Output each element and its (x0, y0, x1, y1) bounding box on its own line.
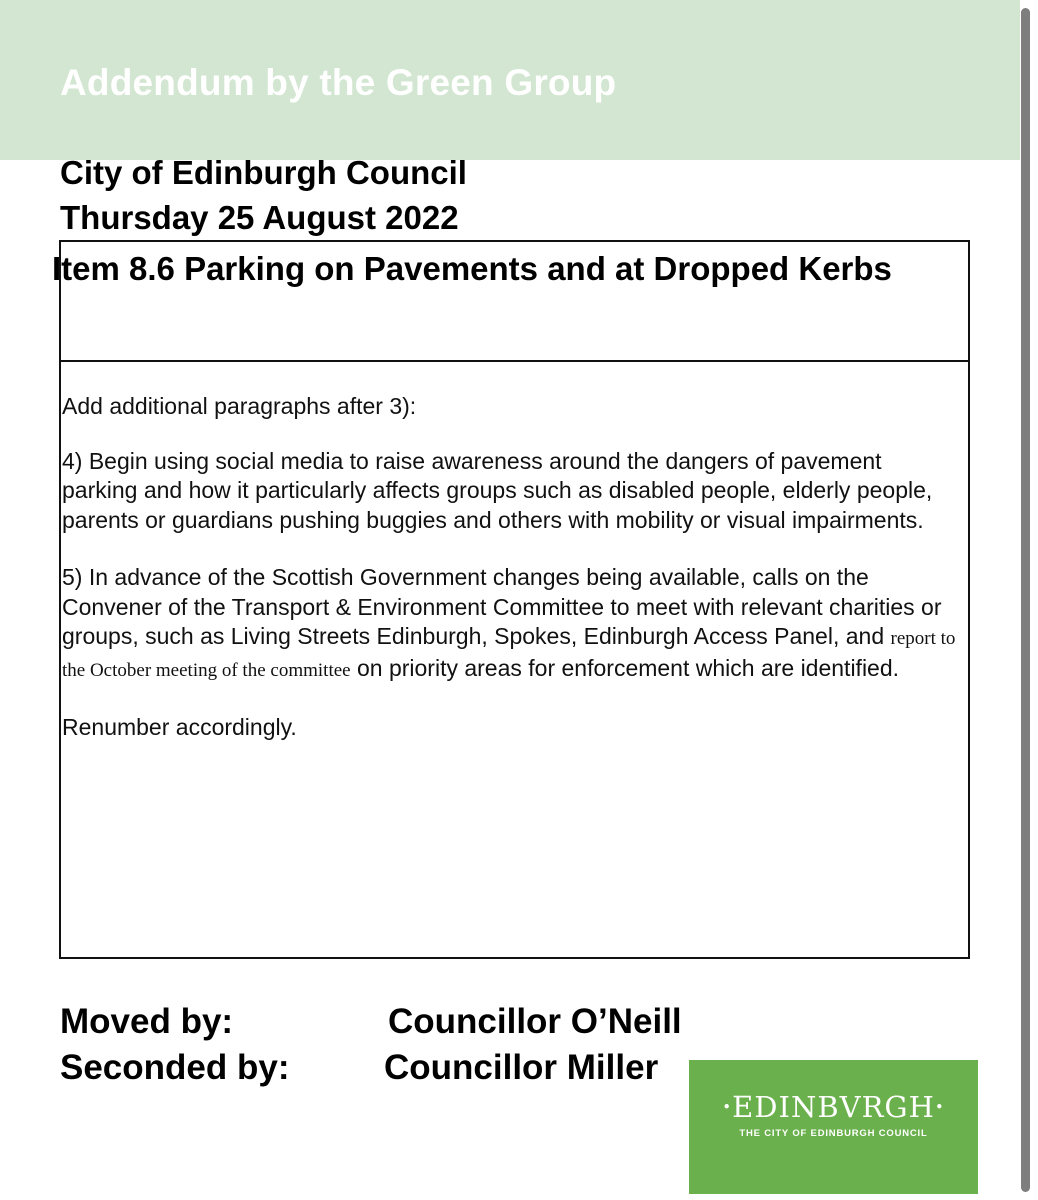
edinburgh-council-logo (689, 1060, 978, 1194)
scrollbar-thumb[interactable] (1021, 8, 1030, 1192)
seconded-by-row (60, 1048, 658, 1088)
logo-bullet-right: • (934, 1098, 945, 1116)
motion-intro: Add additional paragraphs after 3): (62, 393, 417, 419)
logo-subtitle: THE CITY OF EDINBURGH COUNCIL (739, 1128, 928, 1139)
moved-by-name: Councillor O’Neill (388, 1002, 682, 1041)
paragraph-5-start: 5) In advance of the Scottish Government changes being available, calls on the Convener of the Transport & Environment Committee to meet with relevant charities or groups, such as Living Streets Edinburgh, Spokes, Edinburgh Access Panel, and (62, 564, 942, 649)
logo-wordmark (689, 1090, 978, 1124)
motion-closing: Renumber accordingly. (62, 714, 297, 740)
meeting-date: Thursday 25 August 2022 (60, 199, 459, 236)
seconded-by-name: Councillor Miller (384, 1048, 659, 1087)
logo-wordmark-text: EDINBVRGH (732, 1090, 935, 1124)
addendum-title: Addendum by the Green Group (60, 62, 617, 103)
header-banner (0, 0, 1020, 160)
item-title: Item 8.6 Parking on Pavements and at Dropped Kerbs (52, 250, 892, 287)
motion-paragraph-4: 4) Begin using social media to raise awareness around the dangers of pavement parking and how it particularly affects groups such as disabled people, elderly people, parents or guardians pushing buggies and others with mobility or visual impairments. (62, 447, 933, 533)
paragraph-5-end: on priority areas for enforcement which are identified. (356, 654, 900, 681)
motion-text (62, 392, 962, 771)
moved-by-row (60, 1002, 682, 1042)
council-name: City of Edinburgh Council (60, 154, 467, 191)
seconded-by-label: Seconded by: (60, 1048, 290, 1087)
paragraph-5-serif-insert: report to the October meeting of the committee (62, 628, 956, 681)
motion-paragraph-5 (62, 563, 962, 685)
moved-by-label: Moved by: (60, 1002, 234, 1041)
logo-bullet-left: • (722, 1098, 733, 1116)
